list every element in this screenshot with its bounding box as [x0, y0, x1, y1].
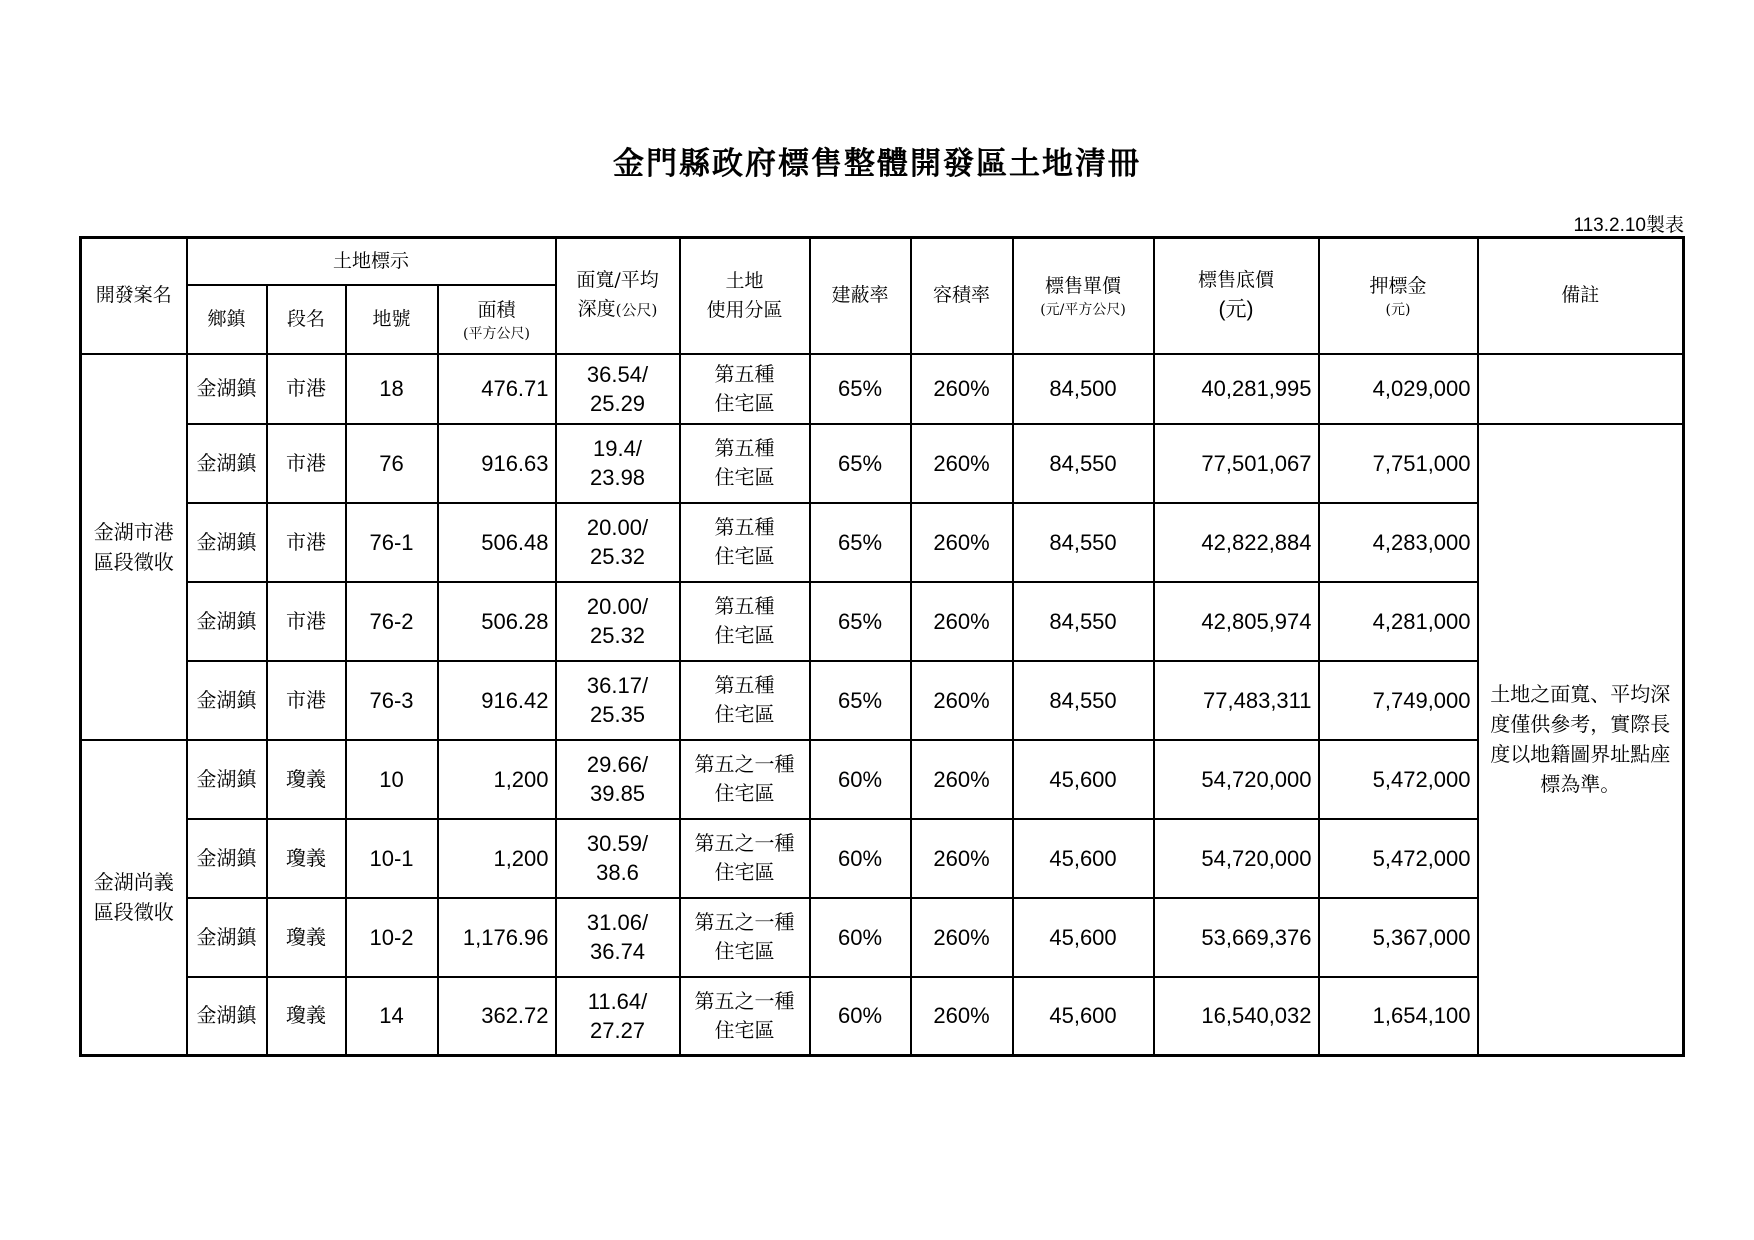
frontage-depth: 25.29 — [589, 390, 646, 416]
frontage-cell — [556, 661, 680, 740]
zone-line1: 第五之一種 — [694, 988, 795, 1013]
header-deposit — [1319, 238, 1478, 354]
area-cell: 916.42 — [438, 661, 556, 740]
unit-price-cell: 84,550 — [1013, 503, 1154, 582]
base-price-cell: 54,720,000 — [1154, 740, 1319, 819]
frontage-cell — [556, 898, 680, 977]
frontage-width: 20.00/ — [586, 594, 649, 619]
lot-cell: 14 — [346, 977, 438, 1056]
table-row — [81, 740, 1684, 819]
township-cell: 金湖鎮 — [187, 582, 267, 661]
deposit-cell: 5,472,000 — [1319, 819, 1478, 898]
base-price-cell: 54,720,000 — [1154, 819, 1319, 898]
frontage-depth: 25.32 — [589, 623, 646, 648]
base-price-cell: 77,483,311 — [1154, 661, 1319, 740]
header-base-price-unit: (元) — [1218, 298, 1254, 322]
zone-cell — [680, 740, 810, 819]
township-cell: 金湖鎮 — [187, 898, 267, 977]
coverage-cell: 60% — [810, 898, 911, 977]
zone-line2: 住宅區 — [714, 860, 775, 884]
header-area-label: 面積 — [477, 298, 516, 321]
township-cell: 金湖鎮 — [187, 977, 267, 1056]
frontage-width: 11.64/ — [587, 988, 648, 1014]
zone-line2: 住宅區 — [714, 390, 775, 415]
header-frontage-line1: 面寬/平均 — [576, 269, 659, 292]
unit-price-cell: 84,550 — [1013, 424, 1154, 503]
header-section: 段名 — [267, 285, 346, 354]
base-price-cell: 42,805,974 — [1154, 582, 1319, 661]
coverage-cell: 65% — [810, 354, 911, 424]
township-cell: 金湖鎮 — [187, 424, 267, 503]
zone-cell — [680, 582, 810, 661]
project-cell — [81, 740, 187, 1056]
coverage-cell: 65% — [810, 661, 911, 740]
frontage-cell — [556, 354, 680, 424]
unit-price-cell: 45,600 — [1013, 898, 1154, 977]
table-row — [81, 819, 1684, 898]
zone-line2: 住宅區 — [714, 702, 775, 726]
deposit-cell: 7,749,000 — [1319, 661, 1478, 740]
deposit-cell: 4,283,000 — [1319, 503, 1478, 582]
unit-price-cell: 84,550 — [1013, 661, 1154, 740]
land-list-table — [79, 236, 1685, 1057]
frontage-depth: 27.27 — [589, 1017, 646, 1043]
deposit-cell: 4,281,000 — [1319, 582, 1478, 661]
area-cell: 916.63 — [438, 424, 556, 503]
frontage-cell — [556, 977, 680, 1056]
header-frontage-unit: (公尺) — [615, 301, 658, 320]
area-cell: 506.48 — [438, 503, 556, 582]
deposit-cell: 1,654,100 — [1319, 977, 1478, 1056]
base-price-cell: 16,540,032 — [1154, 977, 1319, 1056]
zone-cell — [680, 661, 810, 740]
lot-cell: 18 — [346, 354, 438, 424]
section-cell: 瓊義 — [267, 898, 346, 977]
section-cell: 市港 — [267, 661, 346, 740]
area-cell: 1,200 — [438, 740, 556, 819]
table-row — [81, 582, 1684, 661]
area-cell: 1,176.96 — [438, 898, 556, 977]
unit-price-cell: 84,550 — [1013, 582, 1154, 661]
zone-line2: 住宅區 — [714, 939, 775, 963]
project-name-line2: 區段徵收 — [93, 549, 174, 574]
header-project: 開發案名 — [81, 238, 187, 354]
project-name-line1: 金湖尚義 — [93, 870, 174, 895]
zone-line1: 第五之一種 — [694, 752, 795, 776]
far-cell: 260% — [911, 819, 1013, 898]
header-frontage-line2: 深度 — [577, 298, 616, 321]
lot-cell: 10-1 — [346, 819, 438, 898]
far-cell: 260% — [911, 977, 1013, 1056]
base-price-cell: 40,281,995 — [1154, 354, 1319, 424]
zone-line1: 第五種 — [714, 673, 775, 697]
frontage-cell — [556, 503, 680, 582]
lot-cell: 76-3 — [346, 661, 438, 740]
coverage-cell: 65% — [810, 503, 911, 582]
header-area-unit: (平方公尺) — [463, 325, 530, 342]
zone-line2: 住宅區 — [714, 1017, 775, 1042]
header-frontage — [556, 238, 680, 354]
section-cell: 瓊義 — [267, 977, 346, 1056]
far-cell: 260% — [911, 582, 1013, 661]
header-remark: 備註 — [1478, 238, 1684, 354]
zone-cell — [680, 503, 810, 582]
section-cell: 瓊義 — [267, 740, 346, 819]
header-zoning-line2: 使用分區 — [706, 298, 783, 321]
frontage-depth: 36.74 — [589, 939, 646, 964]
remark-cell-empty — [1478, 354, 1684, 424]
township-cell: 金湖鎮 — [187, 661, 267, 740]
frontage-cell — [556, 582, 680, 661]
header-base-price — [1154, 238, 1319, 354]
table-row — [81, 898, 1684, 977]
township-cell: 金湖鎮 — [187, 354, 267, 424]
unit-price-cell: 45,600 — [1013, 740, 1154, 819]
zone-line1: 第五種 — [714, 436, 775, 460]
deposit-cell: 7,751,000 — [1319, 424, 1478, 503]
header-township: 鄉鎮 — [187, 285, 267, 354]
lot-cell: 76-1 — [346, 503, 438, 582]
zone-cell — [680, 819, 810, 898]
zone-line1: 第五種 — [714, 594, 775, 618]
header-lot: 地號 — [346, 285, 438, 354]
table-row — [81, 977, 1684, 1056]
far-cell: 260% — [911, 898, 1013, 977]
unit-price-cell: 45,600 — [1013, 819, 1154, 898]
deposit-cell: 5,472,000 — [1319, 740, 1478, 819]
coverage-cell: 65% — [810, 424, 911, 503]
zone-line1: 第五種 — [714, 361, 775, 386]
document-title: 金門縣政府標售整體開發區土地清冊 — [613, 146, 1141, 182]
section-cell: 市港 — [267, 354, 346, 424]
area-cell: 1,200 — [438, 819, 556, 898]
table-row — [81, 424, 1684, 503]
far-cell: 260% — [911, 740, 1013, 819]
header-zoning — [680, 238, 810, 354]
far-cell: 260% — [911, 354, 1013, 424]
header-land-group: 土地標示 — [187, 238, 556, 285]
lot-cell: 76 — [346, 424, 438, 503]
frontage-width: 36.17/ — [586, 673, 649, 698]
table-row — [81, 503, 1684, 582]
frontage-depth: 25.35 — [589, 702, 646, 727]
header-deposit-label: 押標金 — [1369, 275, 1427, 298]
area-cell: 362.72 — [438, 977, 556, 1056]
lot-cell: 76-2 — [346, 582, 438, 661]
lot-cell: 10-2 — [346, 898, 438, 977]
project-name-line2: 區段徵收 — [93, 900, 174, 925]
table-row — [81, 661, 1684, 740]
frontage-width: 30.59/ — [586, 831, 649, 856]
unit-price-cell: 84,500 — [1013, 354, 1154, 424]
frontage-cell — [556, 740, 680, 819]
date-label: 113.2.10製表 — [1573, 215, 1684, 236]
header-area — [438, 285, 556, 354]
frontage-depth: 23.98 — [589, 465, 646, 490]
frontage-width: 20.00/ — [586, 515, 649, 540]
section-cell: 市港 — [267, 582, 346, 661]
far-cell: 260% — [911, 503, 1013, 582]
remark-cell: 土地之面寬、平均深度僅供參考，實際長度以地籍圖界址點座標為準。 — [1478, 424, 1684, 1056]
zone-line2: 住宅區 — [714, 623, 775, 647]
frontage-width: 29.66/ — [586, 752, 649, 777]
section-cell: 瓊義 — [267, 819, 346, 898]
frontage-depth: 38.6 — [596, 860, 639, 885]
deposit-cell: 5,367,000 — [1319, 898, 1478, 977]
township-cell: 金湖鎮 — [187, 740, 267, 819]
zone-cell — [680, 354, 810, 424]
base-price-cell: 77,501,067 — [1154, 424, 1319, 503]
zone-cell — [680, 977, 810, 1056]
header-unit-price-unit: (元/平方公尺) — [1040, 302, 1126, 319]
frontage-cell — [556, 819, 680, 898]
zone-line1: 第五之一種 — [694, 910, 795, 934]
frontage-width: 31.06/ — [586, 910, 649, 935]
frontage-depth: 39.85 — [589, 781, 646, 806]
base-price-cell: 42,822,884 — [1154, 503, 1319, 582]
header-base-price-label: 標售底價 — [1198, 269, 1275, 292]
frontage-cell — [556, 424, 680, 503]
coverage-cell: 60% — [810, 819, 911, 898]
zone-cell — [680, 898, 810, 977]
zone-line2: 住宅區 — [714, 781, 775, 805]
header-unit-price-label: 標售單價 — [1045, 275, 1122, 298]
header-deposit-unit: (元) — [1385, 302, 1411, 319]
area-cell: 506.28 — [438, 582, 556, 661]
coverage-cell: 60% — [810, 740, 911, 819]
header-unit-price — [1013, 238, 1154, 354]
header-far: 容積率 — [911, 238, 1013, 354]
far-cell: 260% — [911, 424, 1013, 503]
coverage-cell: 60% — [810, 977, 911, 1056]
zone-line2: 住宅區 — [714, 544, 775, 568]
far-cell: 260% — [911, 661, 1013, 740]
table-row — [81, 354, 1684, 424]
township-cell: 金湖鎮 — [187, 503, 267, 582]
frontage-width: 36.54/ — [586, 361, 649, 387]
header-zoning-line1: 土地 — [725, 269, 764, 292]
deposit-cell: 4,029,000 — [1319, 354, 1478, 424]
coverage-cell: 65% — [810, 582, 911, 661]
frontage-width: 19.4/ — [593, 436, 642, 461]
project-name-line1: 金湖市港 — [93, 519, 174, 544]
header-row-1 — [81, 238, 1684, 285]
zone-line2: 住宅區 — [714, 465, 775, 489]
base-price-cell: 53,669,376 — [1154, 898, 1319, 977]
unit-price-cell: 45,600 — [1013, 977, 1154, 1056]
zone-line1: 第五之一種 — [694, 831, 795, 855]
frontage-depth: 25.32 — [589, 544, 646, 569]
lot-cell: 10 — [346, 740, 438, 819]
section-cell: 市港 — [267, 424, 346, 503]
township-cell: 金湖鎮 — [187, 819, 267, 898]
section-cell: 市港 — [267, 503, 346, 582]
zone-cell — [680, 424, 810, 503]
zone-line1: 第五種 — [714, 515, 775, 539]
area-cell: 476.71 — [438, 354, 556, 424]
project-cell — [81, 354, 187, 740]
header-coverage: 建蔽率 — [810, 238, 911, 354]
